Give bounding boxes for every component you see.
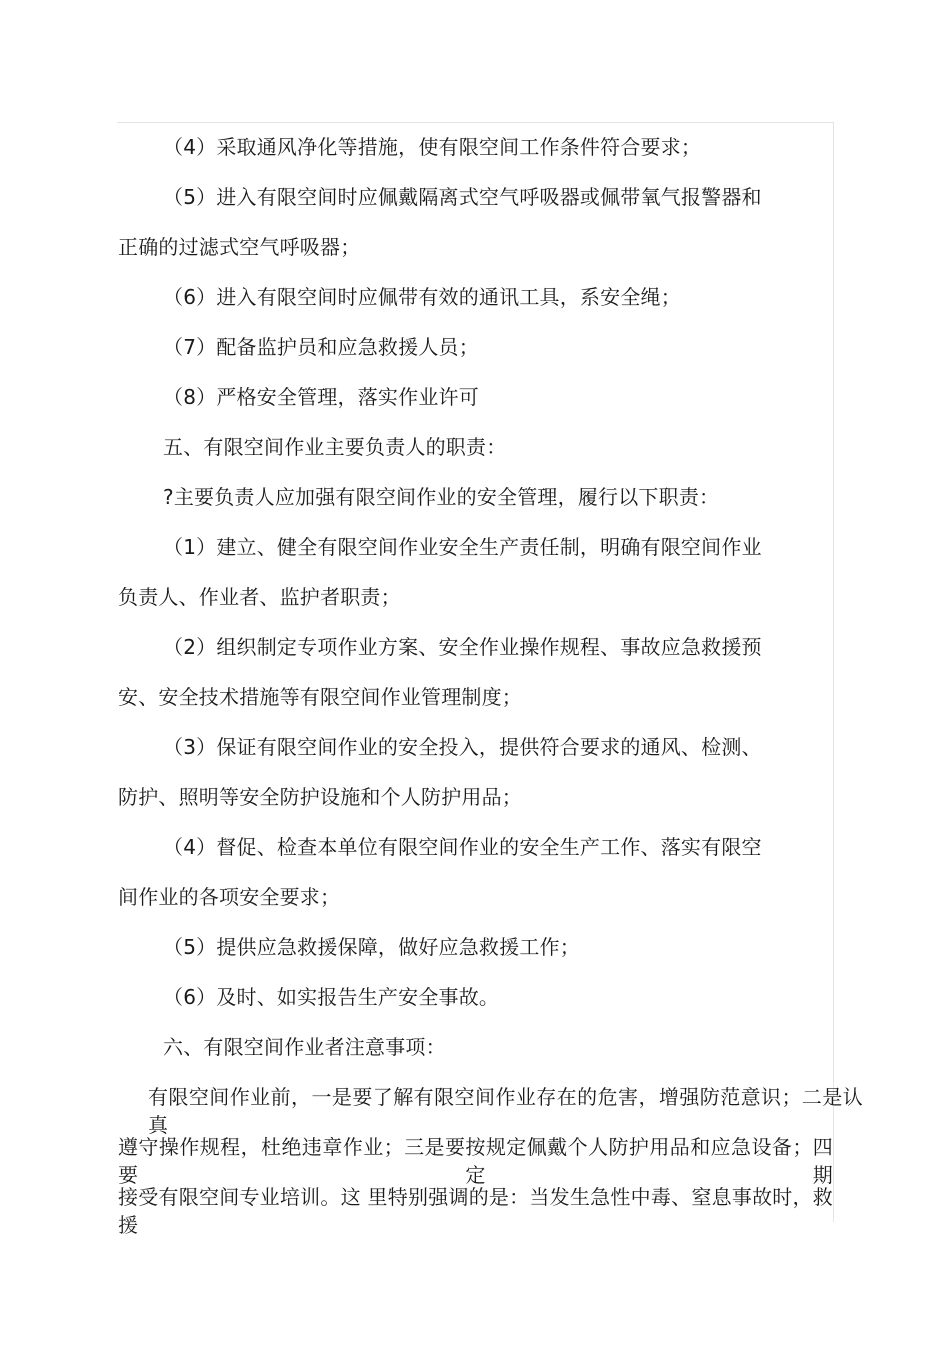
text-line: （5）进入有限空间时应佩戴隔离式空气呼吸器或佩带氧气报警器和 [163, 185, 762, 209]
text-line: 接受有限空间专业培训。这 里特别强调的是：当发生急性中毒、窒息事故时，救援 [118, 1185, 833, 1237]
section-heading: 五、有限空间作业主要负责人的职责： [163, 435, 507, 459]
section-heading: 六、有限空间作业者注意事项： [163, 1035, 446, 1059]
text-line: （6）及时、如实报告生产安全事故。 [163, 985, 500, 1009]
page-border-top [117, 122, 834, 123]
text-line: 有限空间作业前，一是要了解有限空间作业存在的危害，增强防范意识；二是认真 [148, 1085, 863, 1137]
text-line: （3）保证有限空间作业的安全投入，提供符合要求的通风、检测、 [163, 735, 762, 759]
text-line: （4）督促、检查本单位有限空间作业的安全生产工作、落实有限空 [163, 835, 762, 859]
text-line: 负责人、作业者、监护者职责； [118, 585, 401, 609]
text-line: （8）严格安全管理，落实作业许可 [163, 385, 479, 409]
text-line: （2）组织制定专项作业方案、安全作业操作规程、事故应急救援预 [163, 635, 762, 659]
text-line: （4）采取通风净化等措施，使有限空间工作条件符合要求； [163, 135, 702, 159]
text-line: （5）提供应急救援保障，做好应急救援工作； [163, 935, 580, 959]
text-line: 遵守操作规程，杜绝违章作业；三是要按规定佩戴个人防护用品和应急设备；四要定期 [118, 1135, 833, 1187]
text-line: ?主要负责人应加强有限空间作业的安全管理，履行以下职责： [163, 485, 720, 509]
text-line: 正确的过滤式空气呼吸器； [118, 235, 361, 259]
text-line: （7）配备监护员和应急救援人员； [163, 335, 479, 359]
text-line: 安、安全技术措施等有限空间作业管理制度； [118, 685, 522, 709]
text-line: （1）建立、健全有限空间作业安全生产责任制，明确有限空间作业 [163, 535, 762, 559]
text-line: 间作业的各项安全要求； [118, 885, 341, 909]
text-line: （6）进入有限空间时应佩带有效的通讯工具，系安全绳； [163, 285, 681, 309]
text-line: 防护、照明等安全防护设施和个人防护用品； [118, 785, 522, 809]
